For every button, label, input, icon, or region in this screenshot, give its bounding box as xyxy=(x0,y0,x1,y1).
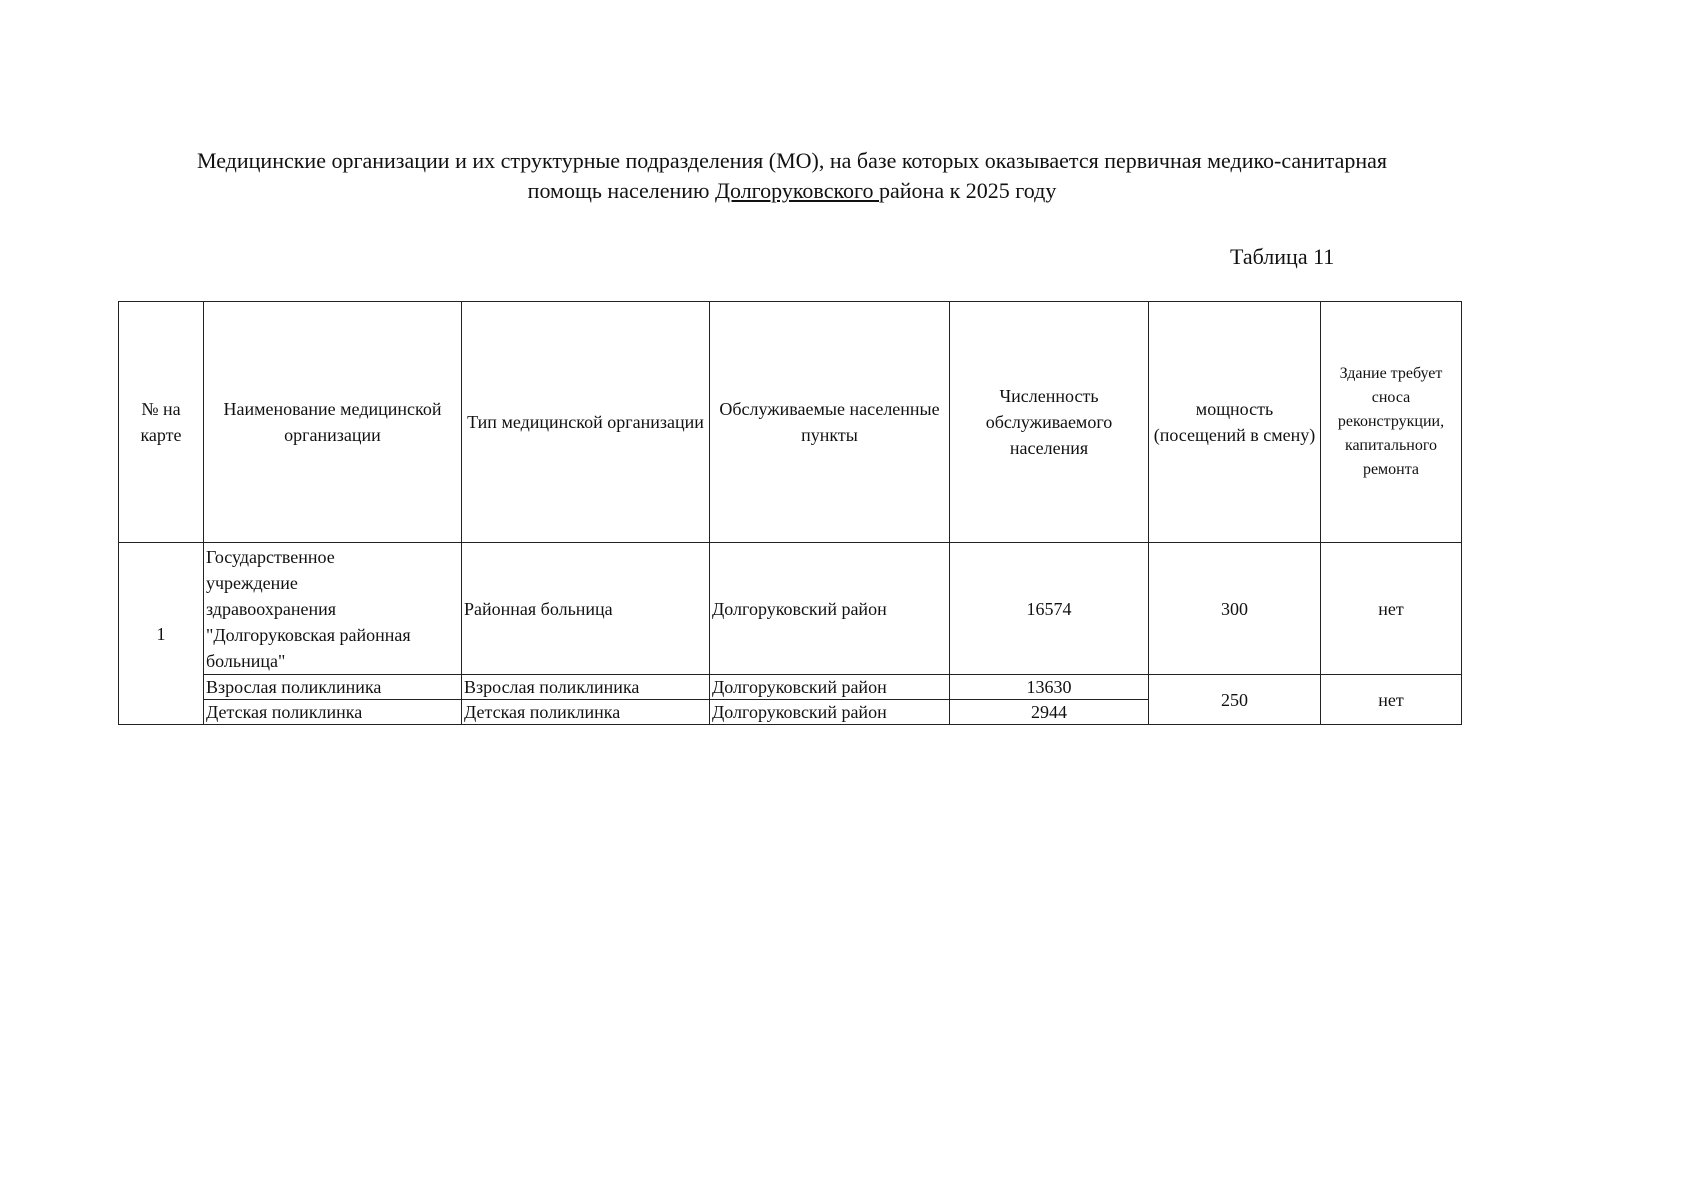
header-renovation: Здание требует сноса реконструкции, капитального ремонта xyxy=(1321,302,1462,543)
cell-org-name: Детская поликлинка xyxy=(204,700,462,725)
header-type: Тип медицинской организации xyxy=(462,302,710,543)
cell-renovation: нет xyxy=(1321,675,1462,725)
org-name-line: учреждение xyxy=(206,572,298,593)
title-line-2 xyxy=(120,176,1464,206)
header-name: Наименование медицинской организации xyxy=(204,302,462,543)
title-line-2-prefix: помощь населению xyxy=(527,178,715,203)
header-population: Численность обслуживаемого населения xyxy=(950,302,1149,543)
cell-population: 13630 xyxy=(950,675,1149,700)
title-line-2-suffix: района к 2025 году xyxy=(879,178,1057,203)
cell-org-name: Взрослая поликлиника xyxy=(204,675,462,700)
cell-num: 1 xyxy=(119,543,204,725)
header-num: № на карте xyxy=(119,302,204,543)
cell-org-type: Взрослая поликлиника xyxy=(462,675,710,700)
cell-population: 16574 xyxy=(950,543,1149,675)
table-header-row xyxy=(119,302,1462,543)
header-capacity: мощность (посещений в смену) xyxy=(1149,302,1321,543)
cell-capacity: 250 xyxy=(1149,675,1321,725)
title-line-1: Медицинские организации и их структурные подразделения (МО), на базе которых оказывается первичная медико-санитарная xyxy=(196,148,1388,173)
cell-renovation: нет xyxy=(1321,543,1462,675)
table-caption: Таблица 11 xyxy=(1230,244,1335,269)
header-settlements: Обслуживаемые населенные пункты xyxy=(710,302,950,543)
title-district-underlined: Долгоруковского xyxy=(714,178,880,203)
cell-settlements: Долгоруковский район xyxy=(710,700,950,725)
medical-organizations-table xyxy=(118,301,1462,725)
cell-settlements: Долгоруковский район xyxy=(710,675,950,700)
cell-settlements: Долгоруковский район xyxy=(710,543,950,675)
org-name-line: больница" xyxy=(206,650,286,671)
org-name-line: Государственное xyxy=(206,546,335,567)
org-name-line: здравоохранения xyxy=(206,598,337,619)
table-row xyxy=(119,675,1462,700)
cell-capacity: 300 xyxy=(1149,543,1321,675)
org-name-line: "Долгоруковская районная xyxy=(206,624,411,645)
cell-org-name xyxy=(204,543,462,675)
cell-org-type: Районная больница xyxy=(462,543,710,675)
document-title xyxy=(120,146,1464,206)
table-row xyxy=(119,543,1462,675)
cell-population: 2944 xyxy=(950,700,1149,725)
cell-org-type: Детская поликлинка xyxy=(462,700,710,725)
